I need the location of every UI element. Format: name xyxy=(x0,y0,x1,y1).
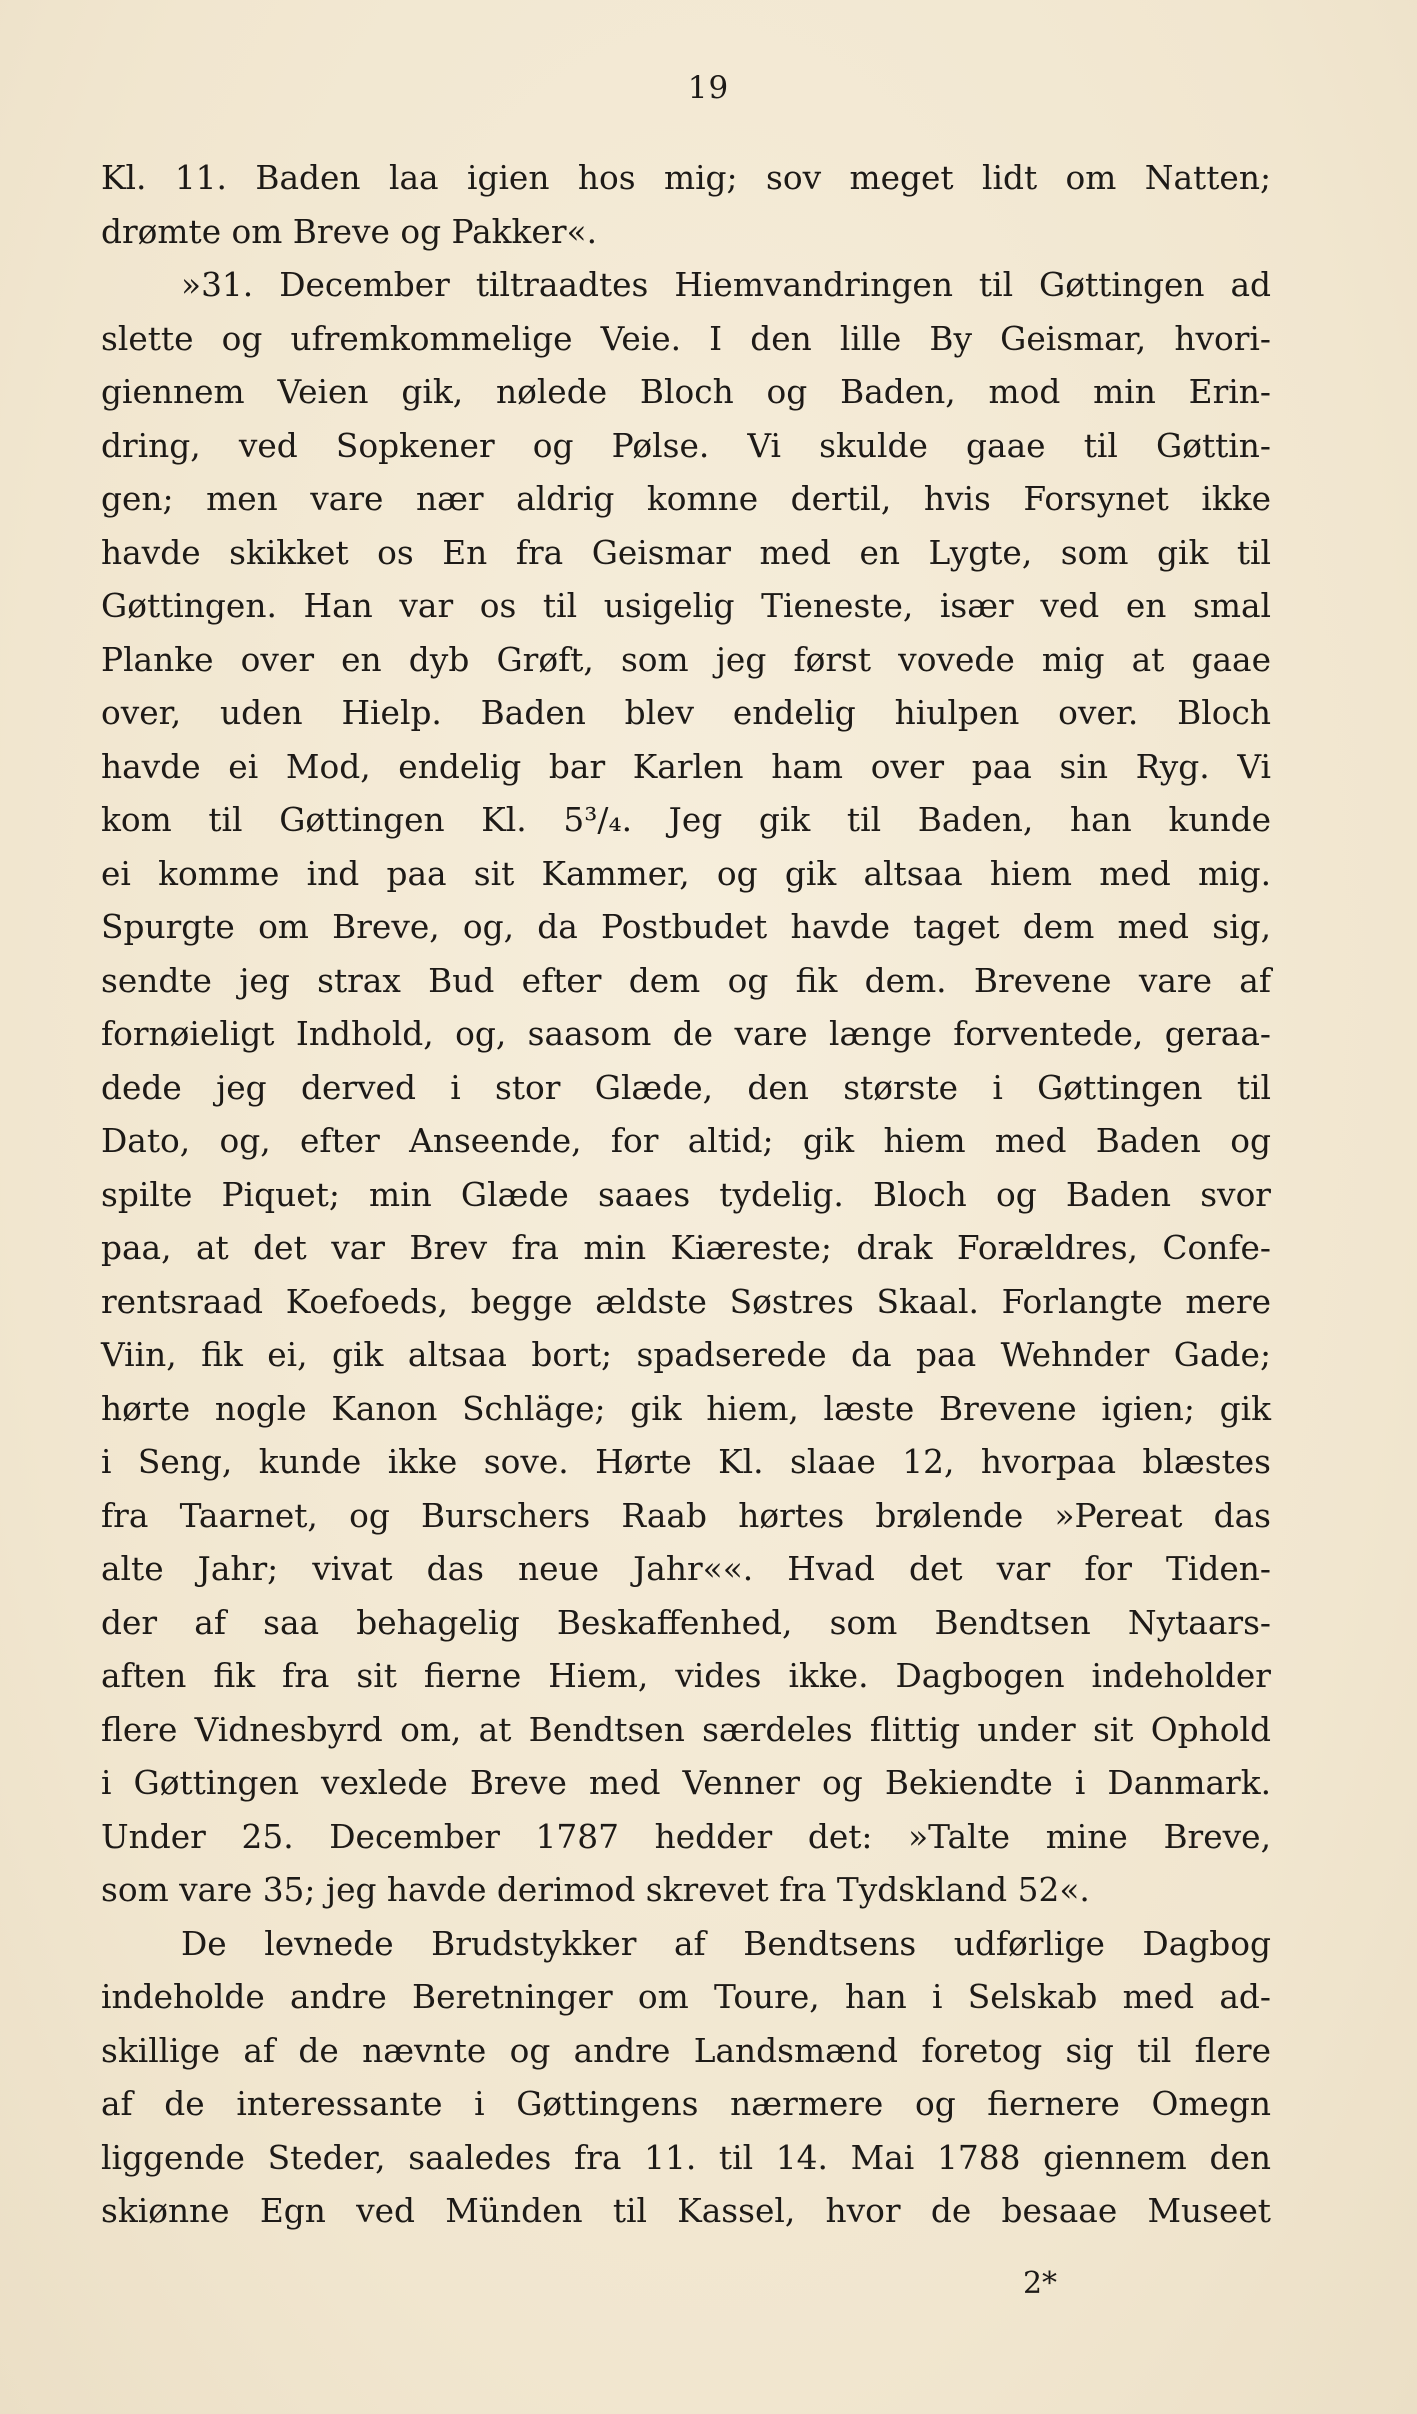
text-line: kom til Gøttingen Kl. 5³/₄. Jeg gik til Baden, han kunde xyxy=(101,801,1271,839)
text-line: aften fik fra sit fierne Hiem, vides ikke. Dagbogen indeholder xyxy=(101,1657,1271,1695)
text-line: drømte om Breve og Pakker«. xyxy=(101,212,597,251)
text-line: skillige af de nævnte og andre Landsmænd foretog sig til flere xyxy=(101,2031,1271,2070)
text-line: dring, ved Sopkener og Pølse. Vi skulde gaae til Gøttin- xyxy=(101,426,1271,465)
text-line: Spurgte om Breve, og, da Postbudet havde taget dem med sig, xyxy=(101,908,1271,946)
text-line: af de interessante i Gøttingens nærmere og fiernere Omegn xyxy=(101,2085,1271,2123)
text-line: fra Taarnet, og Burschers Raab hørtes brølende »Pereat das xyxy=(101,1496,1271,1535)
text-line: Dato, og, efter Anseende, for altid; gik hiem med Baden og xyxy=(101,1122,1271,1160)
text-line: rentsraad Koefoeds, begge ældste Søstres Skaal. Forlangte mere xyxy=(101,1282,1271,1321)
text-line: over, uden Hielp. Baden blev endelig hiulpen over. Bloch xyxy=(101,694,1271,732)
text-line: indeholde andre Beretninger om Toure, han i Selskab med ad- xyxy=(101,1978,1271,2016)
text-line: skiønne Egn ved Münden til Kassel, hvor de besaae Museet xyxy=(101,2192,1271,2230)
text-line: flere Vidnesbyrd om, at Bendtsen særdeles flittig under sit Ophold xyxy=(101,1710,1271,1749)
text-line: hørte nogle Kanon Schläge; gik hiem, læste Brevene igien; gik xyxy=(101,1389,1271,1428)
text-line: i Seng, kunde ikke sove. Hørte Kl. slaae 12, hvorpaa blæstes xyxy=(101,1443,1271,1481)
text-line: gen; men vare nær aldrig komne dertil, hvis Forsynet ikke xyxy=(101,480,1271,518)
text-line: sendte jeg strax Bud efter dem og fik dem. Brevene vare af xyxy=(101,961,1271,1000)
text-line: Planke over en dyb Grøft, som jeg først vovede mig at gaae xyxy=(101,640,1271,679)
text-line: Gøttingen. Han var os til usigelig Tieneste, især ved en smal xyxy=(101,587,1271,625)
text-line: »31. December tiltraadtes Hiemvandringen til Gøttingen ad xyxy=(181,266,1271,304)
text-line: der af saa behagelig Beskaffenhed, som Bendtsen Nytaars- xyxy=(101,1603,1271,1642)
text-line: liggende Steder, saaledes fra 11. til 14. Mai 1788 giennem den xyxy=(101,2138,1271,2177)
text-line: spilte Piquet; min Glæde saaes tydelig. Bloch og Baden svor xyxy=(101,1175,1271,1214)
text-line: giennem Veien gik, nølede Bloch og Baden, mod min Erin- xyxy=(101,373,1271,411)
text-line: slette og ufremkommelige Veie. I den lille By Geismar, hvori- xyxy=(101,319,1271,358)
text-line: i Gøttingen vexlede Breve med Venner og Bekiendte i Danmark. xyxy=(101,1764,1271,1802)
text-line: ei komme ind paa sit Kammer, og gik altsaa hiem med mig. xyxy=(101,854,1271,893)
text-line: havde ei Mod, endelig bar Karlen ham over paa sin Ryg. Vi xyxy=(101,747,1271,786)
page-number: 19 xyxy=(687,70,730,106)
text-line: fornøieligt Indhold, og, saasom de vare længe forventede, geraa- xyxy=(101,1015,1271,1053)
text-line: paa, at det var Brev fra min Kiæreste; drak Forældres, Confe- xyxy=(101,1229,1271,1267)
body-text xyxy=(101,152,1271,2239)
signature-mark: 2* xyxy=(1022,2266,1058,2301)
text-line: dede jeg derved i stor Glæde, den største i Gøttingen til xyxy=(101,1068,1271,1107)
text-line: som vare 35; jeg havde derimod skrevet fra Tydskland 52«. xyxy=(101,1871,1090,1909)
text-line: alte Jahr; vivat das neue Jahr««. Hvad det var for Tiden- xyxy=(101,1550,1271,1588)
text-line: Viin, fik ei, gik altsaa bort; spadserede da paa Wehnder Gade; xyxy=(101,1336,1271,1374)
text-line: Under 25. December 1787 hedder det: »Talte mine Breve, xyxy=(101,1817,1271,1856)
text-line: De levnede Brudstykker af Bendtsens udførlige Dagbog xyxy=(181,1924,1271,1963)
text-line: Kl. 11. Baden laa igien hos mig; sov meget lidt om Natten; xyxy=(101,159,1271,197)
text-line: havde skikket os En fra Geismar med en Lygte, som gik til xyxy=(101,533,1271,572)
